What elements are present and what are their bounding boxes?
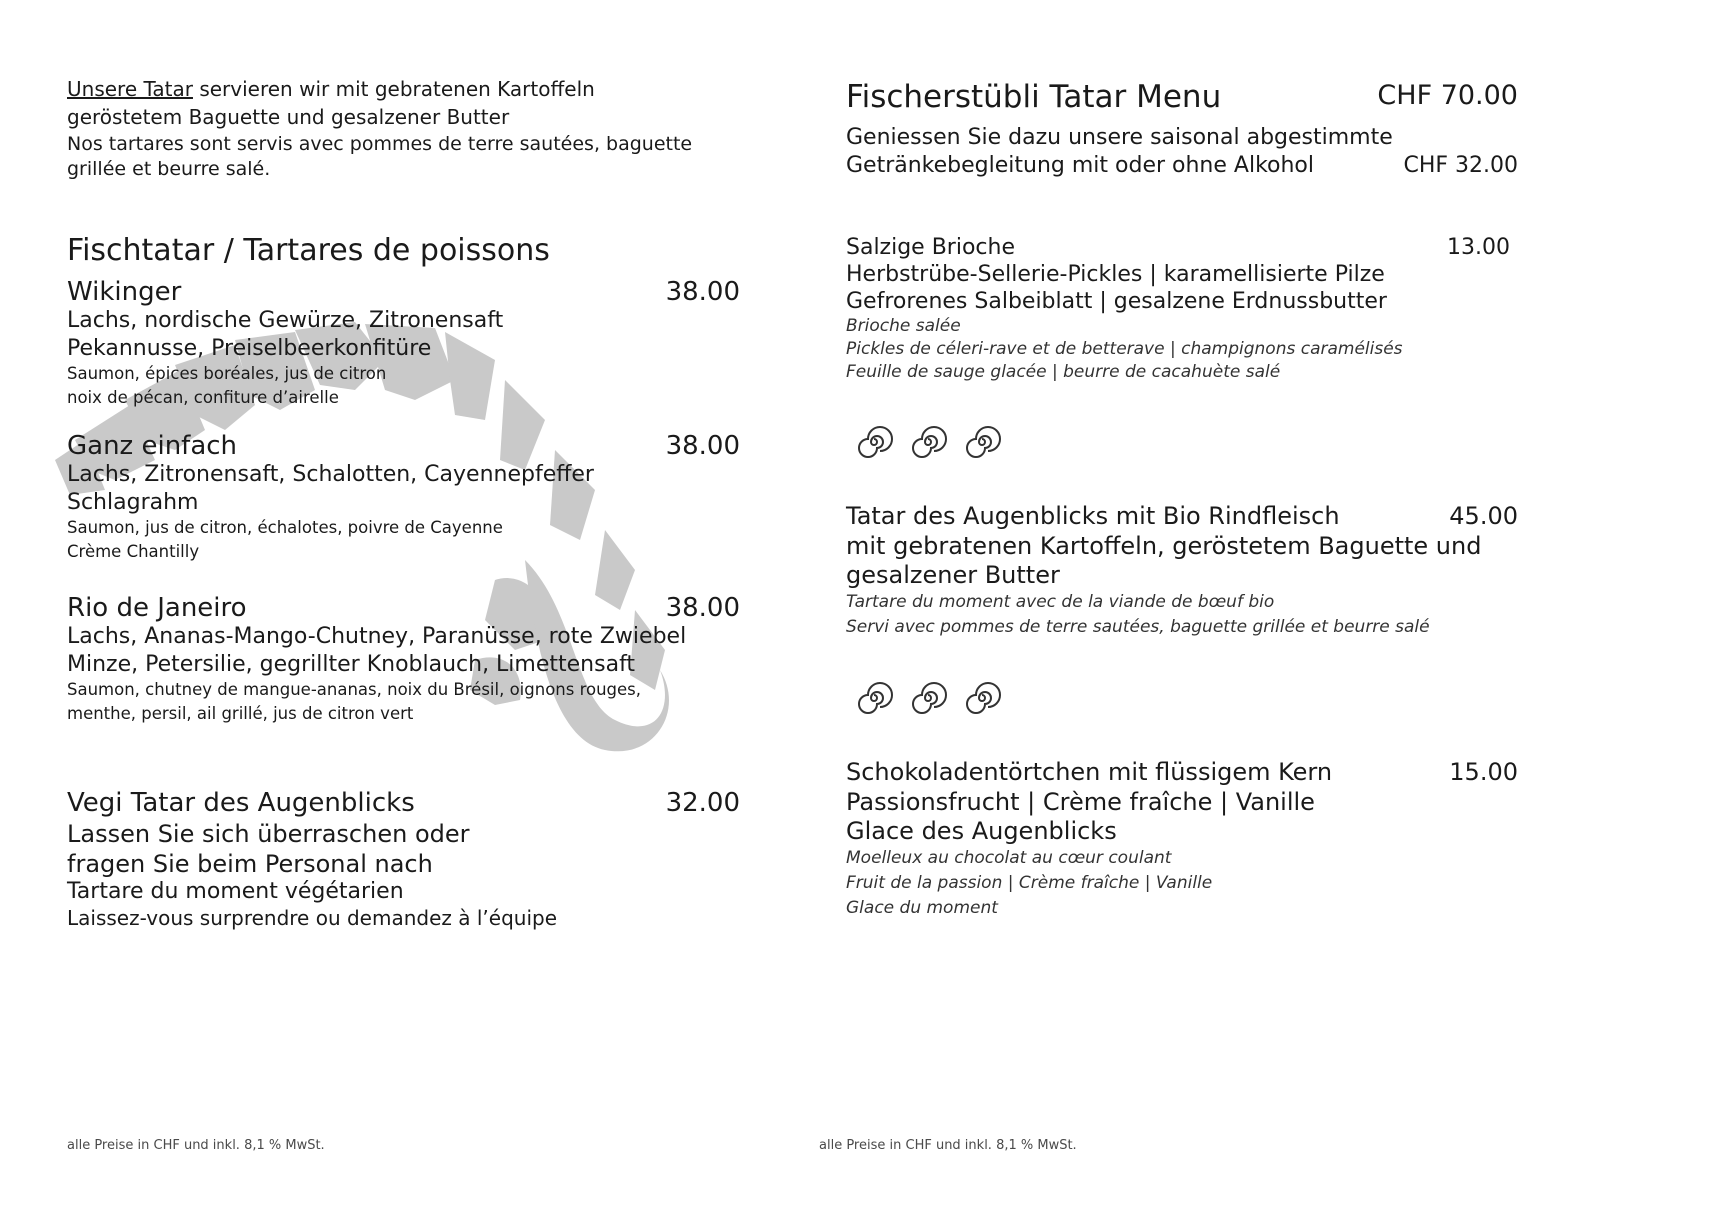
vegi-de-1: Lassen Sie sich überraschen oder <box>67 820 470 848</box>
course-3-fr-3: Glace du moment <box>846 898 998 918</box>
menu-price: CHF 70.00 <box>1377 80 1518 111</box>
item-name-wikinger: Wikinger <box>67 277 182 307</box>
vegi-fr-1: Tartare du moment végétarien <box>67 879 404 904</box>
section-title: Fischtatar / Tartares de poissons <box>67 233 550 268</box>
spiral-icon <box>960 420 1004 464</box>
intro-line-4: grillée et beurre salé. <box>67 158 271 180</box>
item-de-1: Lachs, Zitronensaft, Schalotten, Cayennepfeffer <box>67 462 594 487</box>
item-fr-1: Saumon, jus de citron, échalotes, poivre de Cayenne <box>67 518 503 537</box>
menu-title: Fischerstübli Tatar Menu <box>846 79 1222 115</box>
item-de-2: Pekannusse, Preiselbeerkonfitüre <box>67 336 432 361</box>
intro-line-3: Nos tartares sont servis avec pommes de terre sautées, baguette <box>67 133 693 155</box>
item-de-1: Lachs, nordische Gewürze, Zitronensaft <box>67 308 504 333</box>
item-de-2: Schlagrahm <box>67 490 199 515</box>
item-name-rio-de-janeiro: Rio de Janeiro <box>67 593 247 623</box>
footer-left: alle Preise in CHF und inkl. 8,1 % MwSt. <box>67 1138 325 1153</box>
course-1-fr-2: Pickles de céleri-rave et de betterave | champignons caramélisés <box>846 339 1403 359</box>
drinks-line-2: Getränkebegleitung mit oder ohne Alkohol <box>846 153 1314 178</box>
course-1-de-1: Herbstrübe-Sellerie-Pickles | karamellisierte Pilze <box>846 262 1385 287</box>
course-2-price: 45.00 <box>1449 502 1518 530</box>
course-2-de-1: mit gebratenen Kartoffeln, geröstetem Baguette und <box>846 532 1482 560</box>
item-de-2: Minze, Petersilie, gegrillter Knoblauch, Limettensaft <box>67 652 636 677</box>
item-price-rio-de-janeiro: 38.00 <box>665 593 740 623</box>
item-fr-2: noix de pécan, confiture d’airelle <box>67 388 339 407</box>
item-de-1: Lachs, Ananas-Mango-Chutney, Paranüsse, rote Zwiebel <box>67 624 687 649</box>
course-3-name: Schokoladentörtchen mit flüssigem Kern <box>846 758 1333 786</box>
item-fr-1: Saumon, chutney de mangue-ananas, noix du Brésil, oignons rouges, <box>67 680 642 699</box>
course-3-de-1: Passionsfrucht | Crème fraîche | Vanille <box>846 788 1315 816</box>
course-1-de-2: Gefrorenes Salbeiblatt | gesalzene Erdnussbutter <box>846 289 1387 314</box>
course-2-fr-2: Servi avec pommes de terre sautées, baguette grillée et beurre salé <box>846 617 1430 637</box>
intro-line-2: geröstetem Baguette und gesalzener Butter <box>67 105 510 129</box>
spiral-icon <box>852 420 896 464</box>
vegi-de-2: fragen Sie beim Personal nach <box>67 850 433 878</box>
item-price-ganz-einfach: 38.00 <box>665 431 740 461</box>
vegi-fr-2: Laissez-vous surprendre ou demandez à l’équipe <box>67 906 558 930</box>
spiral-icon <box>906 676 950 720</box>
course-3-de-2: Glace des Augenblicks <box>846 817 1117 845</box>
spiral-icon <box>906 420 950 464</box>
course-3-fr-1: Moelleux au chocolat au cœur coulant <box>846 848 1172 868</box>
item-fr-1: Saumon, épices boréales, jus de citron <box>67 364 387 383</box>
item-name-vegi: Vegi Tatar des Augenblicks <box>67 788 415 818</box>
course-1-fr-1: Brioche salée <box>846 316 961 336</box>
intro-line-1-rest: servieren wir mit gebratenen Kartoffeln <box>192 77 595 101</box>
course-1-name: Salzige Brioche <box>846 235 1015 260</box>
item-price-vegi: 32.00 <box>665 788 740 818</box>
course-2-de-2: gesalzener Butter <box>846 561 1060 589</box>
item-price-wikinger: 38.00 <box>665 277 740 307</box>
item-name-ganz-einfach: Ganz einfach <box>67 431 238 461</box>
course-3-fr-2: Fruit de la passion | Crème fraîche | Vanille <box>846 873 1213 893</box>
spiral-icon <box>852 676 896 720</box>
course-1-price: 13.00 <box>1447 235 1510 260</box>
course-2-name: Tatar des Augenblicks mit Bio Rindfleisch <box>846 502 1340 530</box>
item-fr-2: menthe, persil, ail grillé, jus de citron vert <box>67 704 414 723</box>
spiral-icon <box>960 676 1004 720</box>
course-2-fr-1: Tartare du moment avec de la viande de bœuf bio <box>846 592 1275 612</box>
intro-line-1 <box>67 74 595 104</box>
intro-underline: Unsere Tatar <box>67 77 193 101</box>
course-3-price: 15.00 <box>1449 758 1518 786</box>
drinks-line-1: Geniessen Sie dazu unsere saisonal abgestimmte <box>846 125 1393 150</box>
drinks-price: CHF 32.00 <box>1403 153 1518 178</box>
footer-right: alle Preise in CHF und inkl. 8,1 % MwSt. <box>819 1138 1077 1153</box>
course-1-fr-3: Feuille de sauge glacée | beurre de cacahuète salé <box>846 362 1281 382</box>
item-fr-2: Crème Chantilly <box>67 542 200 561</box>
